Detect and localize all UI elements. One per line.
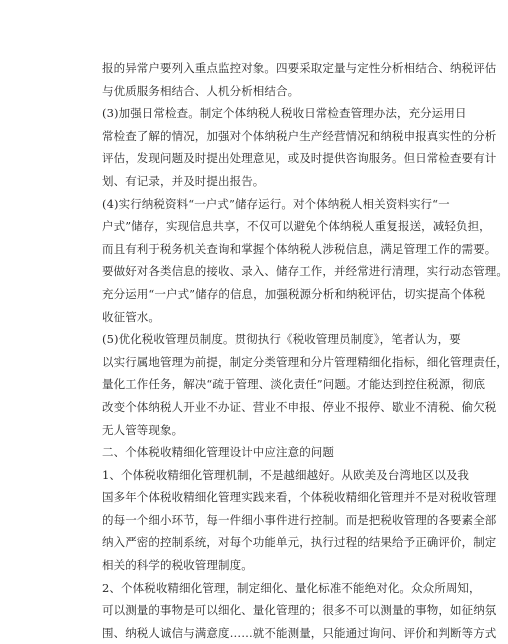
text-line: 2、个体税收精细化管理，制定细化、量化标准不能绝对化。众众所周知，: [102, 580, 481, 595]
text-line: 充分运用“一户式”储存的信息，加强税源分析和纳税评估，切实提高个体税: [102, 286, 486, 301]
text-line: 改变个体纳税人开业不办证、营业不申报、停业不报停、歇业不清税、偷欠税: [102, 399, 497, 414]
text-line: 相关的科学的税收管理制度。: [102, 558, 253, 573]
paragraph-6: [102, 464, 497, 577]
text-line: 的每一个细小环节，每一件细小事件进行控制。而是把税收管理的各要素全部: [102, 512, 497, 527]
paragraph-1: [102, 57, 497, 102]
text-line: 以实行属地管理为前提，制定分类管理和分片管理精细化指标，细化管理责任，: [102, 354, 508, 369]
text-line: 常检查了解的情况，加强对个体纳税户生产经营情况和纳税申报真实性的分析: [102, 128, 497, 143]
text-line: 国多年个体税收精细化管理实践来看，个体税收精细化管理并不是对税收管理: [102, 490, 497, 505]
paragraph-4: [102, 328, 508, 441]
text-line: 收征管水。: [102, 309, 160, 324]
text-line: 可以测量的事物是可以细化、量化管理的；很多不可以测量的事物，如征纳氛: [102, 603, 497, 618]
text-line: 要做好对各类信息的接收、录入、储存工作，并经常进行清理，实行动态管理。: [102, 264, 508, 279]
text-line: 量化工作任务，解决“疏于管理、淡化责任”问题。才能达到控住税源，彻底: [102, 377, 486, 392]
text-line: 户式”储存，实现信息共享，不仅可以避免个体纳税人重复报送，减轻负担，: [102, 219, 491, 234]
document-page: [102, 57, 508, 640]
text-line: 划、有记录，并及时提出报告。: [102, 173, 265, 188]
text-line: 评估，发现问题及时提出处理意见，或及时提供咨询服务。但日常检查要有计: [102, 151, 497, 166]
text-line: 与优质服务相结合、人机分析相结合。: [102, 83, 300, 98]
text-line: (3)加强日常检查。制定个体纳税人税收日常检查管理办法，充分运用日: [102, 106, 467, 121]
text-line: (5)优化税收管理员制度。贯彻执行《税收管理员制度》，笔者认为，要: [102, 332, 461, 347]
text-line: 围、纳税人诚信与满意度……就不能测量，只能通过询问、评价和判断等方式: [102, 625, 497, 640]
paragraph-3: [102, 193, 508, 329]
text-line: (4)实行纳税资料“一户式”储存运行。对个体纳税人相关资料实行“一: [102, 196, 450, 211]
paragraph-7: [102, 577, 497, 640]
heading-line: 二、个体税收精细化管理设计中应注意的问题: [102, 445, 334, 460]
text-line: 报的异常户要列入重点监控对象。四要采取定量与定性分析相结合、纳税评估: [102, 61, 497, 75]
text-line: 无人管等现象。: [102, 422, 184, 437]
text-line: 纳入严密的控制系统，对每个功能单元，执行过程的结果给予正确评价，制定: [102, 535, 497, 550]
text-line: 1、个体税收精细化管理机制，不是越细越好。从欧美及台湾地区以及我: [102, 467, 470, 482]
section-heading: [102, 441, 424, 464]
text-line: 而且有利于税务机关查询和掌握个体纳税人涉税信息，满足管理工作的需要。: [102, 241, 497, 256]
paragraph-2: [102, 102, 497, 192]
